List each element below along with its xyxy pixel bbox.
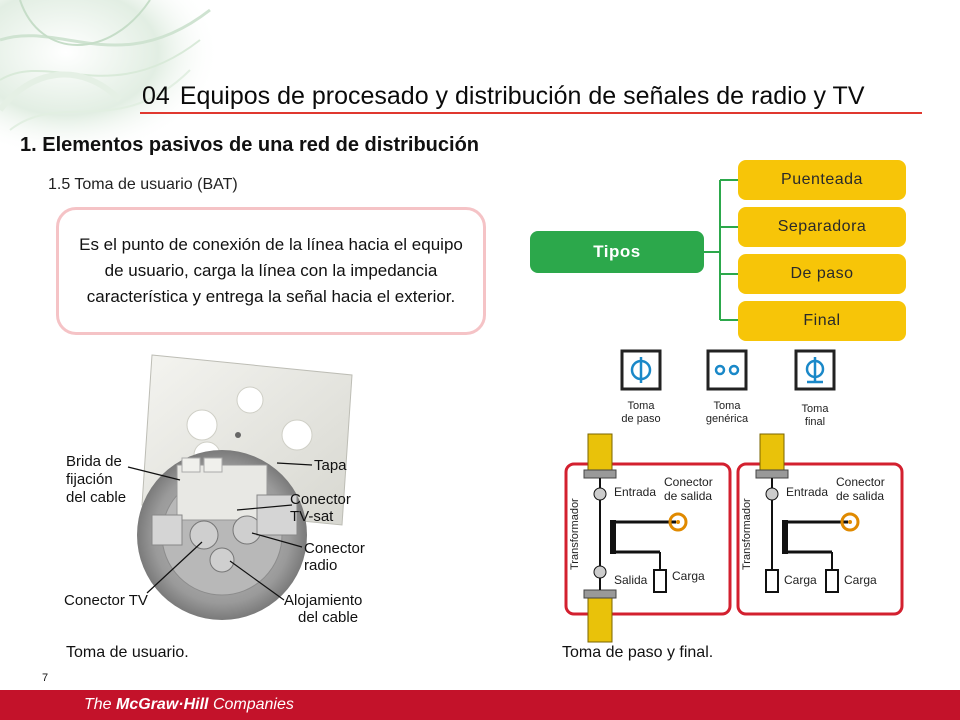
types-root: Tipos bbox=[530, 231, 704, 273]
title-underline bbox=[140, 112, 922, 114]
label-transformador-final: Transformador bbox=[741, 498, 753, 570]
logo-the: The bbox=[84, 696, 112, 713]
type-separadora: Separadora bbox=[738, 207, 906, 247]
label-entrada-final: Entrada bbox=[786, 485, 829, 499]
logo-brand: McGraw·Hill bbox=[116, 696, 209, 713]
label-radio-1: Conector bbox=[304, 540, 365, 557]
chapter-title-text: Equipos de procesado y distribución de señales de radio y TV bbox=[179, 82, 865, 110]
symbol-label-final-2: final bbox=[804, 416, 826, 428]
label-conector-salida-paso-1: Conector bbox=[664, 475, 713, 489]
publisher-logo bbox=[84, 696, 294, 714]
decorative-swirl bbox=[0, 0, 220, 150]
label-transformador-paso: Transformador bbox=[569, 498, 581, 570]
caption-toma-usuario: Toma de usuario. bbox=[66, 644, 189, 661]
symbol-label-paso-1: Toma bbox=[627, 400, 655, 412]
label-carga-paso: Carga bbox=[672, 569, 705, 583]
type-puenteada: Puenteada bbox=[738, 160, 906, 200]
label-tapa: Tapa bbox=[314, 457, 347, 474]
label-alojamiento-1: Alojamiento bbox=[284, 592, 363, 609]
symbol-label-final-1: Toma bbox=[801, 403, 829, 415]
symbol-label-paso-2: de paso bbox=[621, 413, 661, 425]
symbol-label-generica-2: genérica bbox=[705, 413, 749, 425]
label-carga-final-1: Carga bbox=[784, 573, 817, 587]
chapter-title bbox=[142, 82, 865, 111]
type-de-paso: De paso bbox=[738, 254, 906, 294]
type-final: Final bbox=[738, 301, 906, 341]
section-title: 1. Elementos pasivos de una red de distribución bbox=[20, 134, 480, 156]
label-carga-final-2: Carga bbox=[844, 573, 877, 587]
label-brida-3: del cable bbox=[66, 489, 127, 506]
logo-companies: Companies bbox=[212, 696, 294, 713]
circuit-toma-de-paso bbox=[566, 434, 730, 642]
label-conector-tv: Conector TV bbox=[64, 592, 148, 609]
toma-generica-icon bbox=[716, 366, 724, 374]
label-brida-1: Brida de bbox=[66, 453, 122, 470]
description-text: Es el punto de conexión de la línea hacia el equipo de usuario, carga la línea con la impedancia característica y entrega la señal hacia el exterior. bbox=[79, 235, 463, 306]
label-entrada-paso: Entrada bbox=[614, 485, 657, 499]
outlet-circuit-diagram bbox=[560, 430, 920, 645]
label-radio-2: radio bbox=[304, 557, 338, 574]
label-conector-salida-final-1: Conector bbox=[836, 475, 885, 489]
description-box bbox=[56, 207, 486, 335]
toma-generica-symbol bbox=[708, 351, 746, 389]
symbol-label-generica-1: Toma bbox=[713, 400, 741, 412]
user-outlet-photo bbox=[52, 345, 392, 635]
label-brida-2: fijación bbox=[66, 471, 113, 488]
label-conector-salida-paso-2: de salida bbox=[664, 489, 713, 503]
circuit-toma-final bbox=[738, 434, 902, 614]
label-salida-paso: Salida bbox=[614, 573, 648, 587]
page-number: 7 bbox=[42, 672, 49, 684]
chapter-number: 04 bbox=[142, 82, 170, 110]
label-conector-salida-final-2: de salida bbox=[836, 489, 885, 503]
label-alojamiento-2: del cable bbox=[298, 609, 359, 626]
label-tv-sat-2: TV-sat bbox=[290, 508, 334, 525]
subsection-title: 1.5 Toma de usuario (BAT) bbox=[48, 176, 238, 193]
caption-toma-paso-final: Toma de paso y final. bbox=[562, 644, 714, 661]
label-tv-sat-1: Conector bbox=[290, 491, 351, 508]
